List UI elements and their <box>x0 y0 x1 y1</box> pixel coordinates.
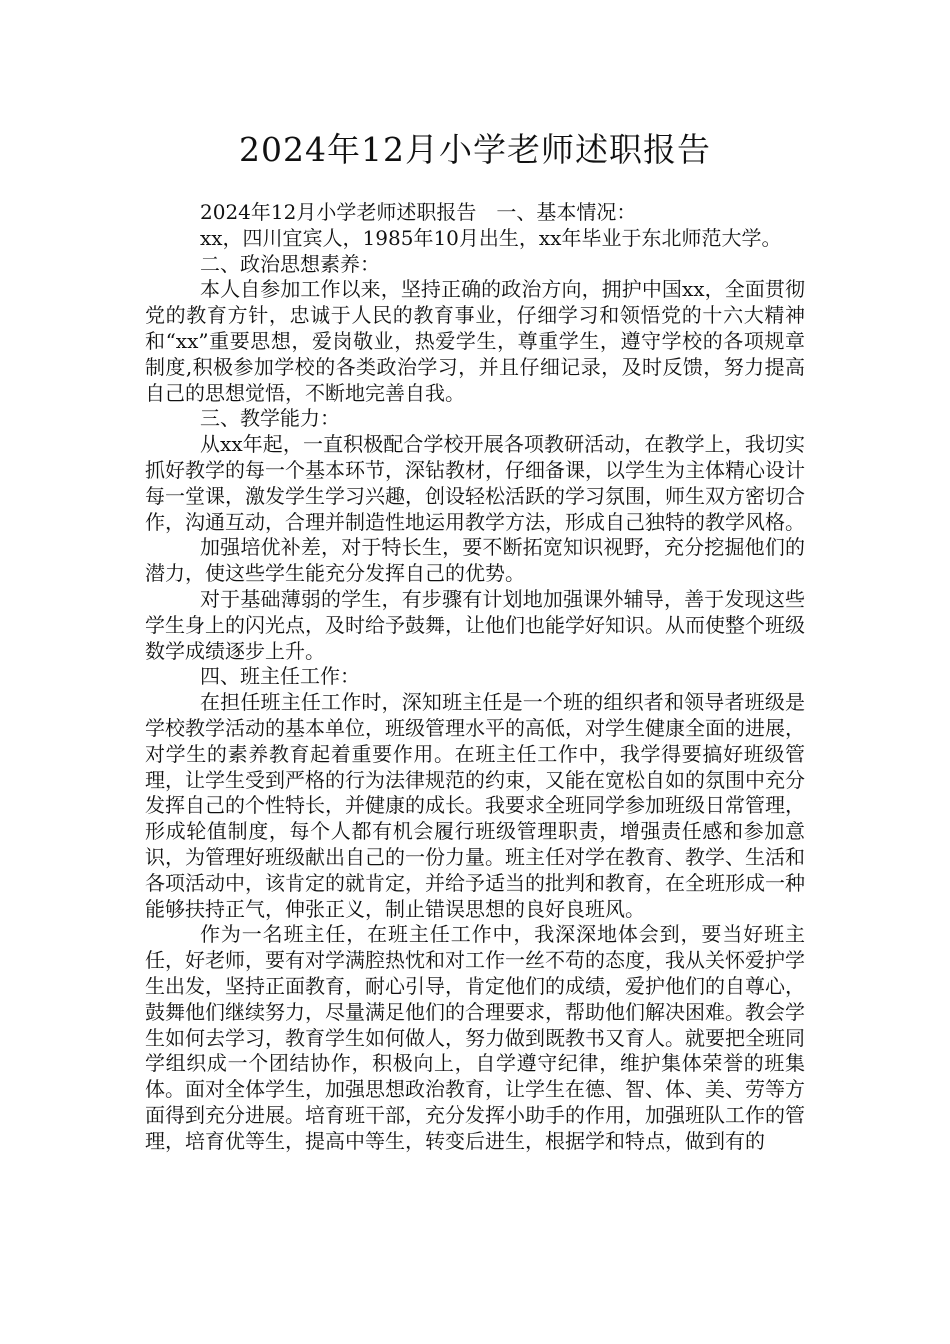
document-title: 2024年12月小学老师述职报告 <box>239 130 711 169</box>
paragraph-teaching: 从xx年起，一直积极配合学校开展各项教研活动，在教学上，我切实抓好教学的每一个基本环节，深钻教材，仔细备课，以学生为主体精心设计每一堂课，激发学生学习兴趣，创设轻松活跃的学习氛围，师生双方密切合作，沟通互动，合理并制造性地运用教学方法，形成自己独特的教学风格。 <box>145 432 805 534</box>
paragraph-weak-students: 对于基础薄弱的学生，有步骤有计划地加强课外辅导，善于发现这些学生身上的闪光点，及时给予鼓舞，让他们也能学好知识。从而使整个班级数学成绩逐步上升。 <box>145 586 805 663</box>
heading-teaching: 三、教学能力： <box>200 406 340 431</box>
paragraph-gifted-students: 加强培优补差，对于特长生，要不断拓宽知识视野，充分挖掘他们的潜力，使这些学生能充分发挥自己的优势。 <box>145 535 805 586</box>
heading-class-teacher: 四、班主任工作： <box>200 664 360 689</box>
paragraph-political: 本人自参加工作以来，坚持正确的政治方向，拥护中国xx，全面贯彻党的教育方针，忠诚于人民的教育事业，仔细学习和领悟党的十六大精神和“xx”重要思想，爱岗敬业，热爱学生，尊重学生，遵守学校的各项规章制度,积极参加学校的各类政治学习，并且仔细记录，及时反馈，努力提高自己的思想觉悟，不断地完善自我。 <box>145 277 805 405</box>
paragraph-basic-info: xx，四川宜宾人，1985年10月出生，xx年毕业于东北师范大学。 <box>200 225 782 250</box>
paragraph-class-teacher-experience: 作为一名班主任，在班主任工作中，我深深地体会到，要当好班主任，好老师，要有对学满腔热忱和对工作一丝不苟的态度，我从关怀爱护学生出发，坚持正面教育，耐心引导，肯定他们的成绩，爱护他们的自尊心，鼓舞他们继续努力，尽量满足他们的合理要求，帮助他们解决困难。教会学生如何去学习，教育学生如何做人，努力做到既教书又育人。就要把全班同学组织成一个团结协作，积极向上，自学遵守纪律，维护集体荣誉的班集体。面对全体学生，加强思想政治教育，让学生在德、智、体、美、劳等方面得到充分进展。培育班干部，充分发挥小助手的作用，加强班队工作的管理，培育优等生，提高中等生，转变后进生，根据学和特点，做到有的 <box>145 922 805 1153</box>
document-body <box>145 200 805 1154</box>
paragraph-class-management: 在担任班主任工作时，深知班主任是一个班的组织者和领导者班级是学校教学活动的基本单位，班级管理水平的高低，对学生健康全面的进展，对学生的素养教育起着重要作用。在班主任工作中，我学得要搞好班级管理，让学生受到严格的行为法律规范的约束，又能在宽松自如的氛围中充分发挥自己的个性特长，并健康的成长。我要求全班同学参加班级日常管理，形成轮值制度，每个人都有机会履行班级管理职责，增强责任感和参加意识，为管理好班级献出自己的一份力量。班主任对学在教育、教学、生活和各项活动中，该肯定的就肯定，并给予适当的批判和教育，在全班形成一种能够扶持正气，伸张正义，制止错误思想的良好良班风。 <box>145 690 805 921</box>
heading-political: 二、政治思想素养： <box>200 251 380 276</box>
paragraph-intro: 2024年12月小学老师述职报告 一、基本情况： <box>200 200 637 224</box>
